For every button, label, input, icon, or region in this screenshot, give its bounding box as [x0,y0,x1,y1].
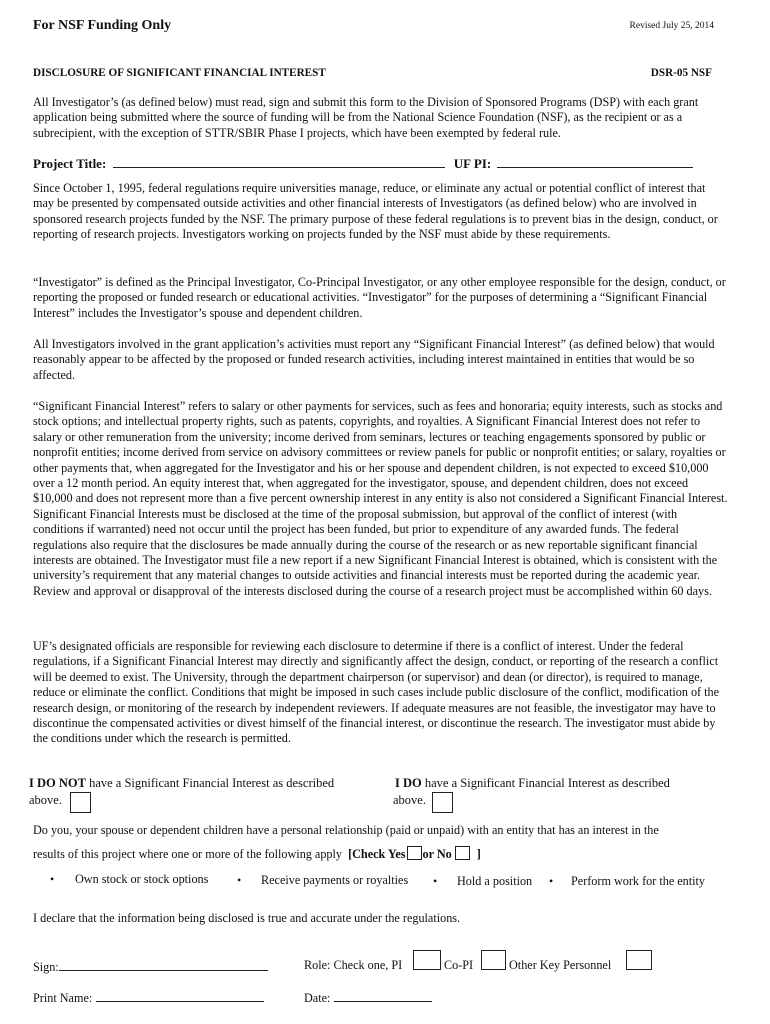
bullet-icon: • [50,872,55,886]
role-row [304,958,402,973]
date-row [304,989,432,1006]
form-scope: For NSF Funding Only [33,18,172,33]
bullet-icon: • [433,874,438,888]
uf-pi-label: UF PI: [453,156,492,171]
sign-row [33,958,268,975]
role-other-label: Other Key Personnel [509,958,612,972]
bullet-own-stock: Own stock or stock options [75,872,209,886]
declaration: I declare that the information being disclosed is true and accurate under the regulations. [33,911,461,925]
role-copi-label: Co-PI [444,958,474,972]
no-sfi-checkbox[interactable] [70,792,91,813]
bullet-icon: • [237,873,242,887]
print-name-field[interactable] [96,989,264,1002]
review-paragraph: UF’s designated officials are responsible for reviewing each disclosure to determine if there is a conflict of interest. Under the federal regulations, if a Significant Financial Interest may directly and significantly affect the design, conduct, or reporting of the research a conflict will be deemed to exist. The University, through the department chairperson (or supervisor) and dean (or director), is required to manage, reduce or eliminate the conflict. Conditions that might be imposed in such cases include public disclosure of the conflict, modification of the research design, or monitoring of the research by independent reviewers. If adequate measures are not feasible, the investigator may have to discontinue the compensated activities or divest himself of the financial interest, or discontinue the research. The investigator must abide by the conditions under which the research is permitted. [33,639,720,746]
date-label: Date: [304,991,331,1005]
relationship-question-cont: results of this project where one or more of the following apply [Check Yes or No ] [33,847,481,861]
relationship-no-checkbox[interactable] [455,846,470,860]
revision-date: Revised July 25, 2014 [629,21,714,31]
bullet-perform-work: Perform work for the entity [571,874,706,888]
role-copi-checkbox[interactable] [481,950,506,970]
sign-field[interactable] [59,958,268,971]
has-sfi-statement: I DO have a Significant Financial Interest as described [395,776,670,790]
uf-pi-field[interactable] [497,154,693,168]
intro-paragraph: All Investigator’s (as defined below) must read, sign and submit this form to the Division of Sponsored Programs (DSP) with each grant application being submitted where the source of funding will be from the National Science Foundation (NSF), as the recipient or as a subrecipient, with the exception of STTR/SBIR Phase I projects, which have been exempted by federal rule. [33,95,699,140]
sign-label: Sign: [33,960,59,974]
has-sfi-checkbox[interactable] [432,792,453,813]
project-title-field[interactable] [113,154,445,168]
sfi-definition-paragraph: “Significant Financial Interest” refers to salary or other payments for services, such as fees and honoraria; equity interests, such as stocks and stock options; and intellectual property rights, such as patents, copyrights, and royalties. A Significant Financial Interest does not refer to salary or other remuneration from the university; income derived from seminars, lectures or teaching engagements sponsored by public or nonprofit entities; income derived from service on advisory committees or review panels for public or nonprofit entities; or salary, royalties or other payments that, when aggregated for the Investigator and his or her spouse and dependent children, is not expected to exceed $10,000 over a 12 month period. An equity interest that, when aggregated for the investigator, spouse, and dependent children, does not exceed $10,000 and does not represent more than a five percent ownership interest in any entity is also not considered a Significant Financial Interest. Significant Financial Interests must be disclosed at the time of the proposal submission, but approval of the conflict of interest (with conditions if warranted) need not occur until the project has been funded, but prior to expenditure of any awarded funds. The federal regulations also require that the disclosures be made annually during the course of the research or as new reportable significant financial interests are obtained. The Investigator must file a new report if a new Significant Financial Interest is obtained, which is consistent with the university’s requirement that any material changes to outside activities and financial interests must be reported during the academic year. Review and approval or disapproval of the interests disclosed during the course of a research project must be accomplished within 60 days. [33,399,728,598]
investigator-definition-paragraph: “Investigator” is defined as the Principal Investigator, Co-Principal Investigator, or any other employee responsible for the design, conduct, or reporting the proposed or funded research or educational activities. “Investigator” for the purposes of determining a “Significant Financial Interest” includes the Investigator’s spouse and dependent children. [33,275,726,320]
relationship-yes-checkbox[interactable] [407,846,422,860]
role-pi-checkbox[interactable] [413,950,441,970]
bullet-hold-position: Hold a position [457,874,533,888]
no-sfi-above: above. [29,793,62,807]
form-code: DSR-05 NSF [650,67,712,79]
print-name-row [33,989,264,1006]
date-field[interactable] [334,989,432,1002]
relationship-question: Do you, your spouse or dependent children have a personal relationship (paid or unpaid) with an entity that has an interest in the [33,823,659,837]
bullet-receive-payments: Receive payments or royalties [261,873,409,887]
project-fields [33,154,693,172]
regulation-paragraph: Since October 1, 1995, federal regulations require universities manage, reduce, or eliminate any actual or potential conflict of interest that may be presented by compensated outside activities and other financial interests of Investigators (as defined below) who are involved in sponsored research projects funded by the NSF. The primary purpose of these federal regulations is to prevent bias in the design, conduct, or reporting of research projects. Investigators working on projects funded by the NSF must abide by these requirements. [33,181,718,242]
role-other-checkbox[interactable] [626,950,652,970]
no-sfi-statement: I DO NOT have a Significant Financial Interest as described [29,776,335,790]
role-label: Role: Check one, PI [304,958,403,972]
reporting-paragraph: All Investigators involved in the grant application’s activities must report any “Significant Financial Interest” (as defined below) that would reasonably appear to be affected by the proposed or funded research activities, including interest maintained in entities that would be so affected. [33,337,715,382]
form-title: DISCLOSURE OF SIGNIFICANT FINANCIAL INTEREST [33,67,326,79]
has-sfi-above: above. [393,793,426,807]
bullet-icon: • [549,874,554,888]
project-title-label: Project Title: [33,156,107,171]
print-name-label: Print Name: [33,991,93,1005]
